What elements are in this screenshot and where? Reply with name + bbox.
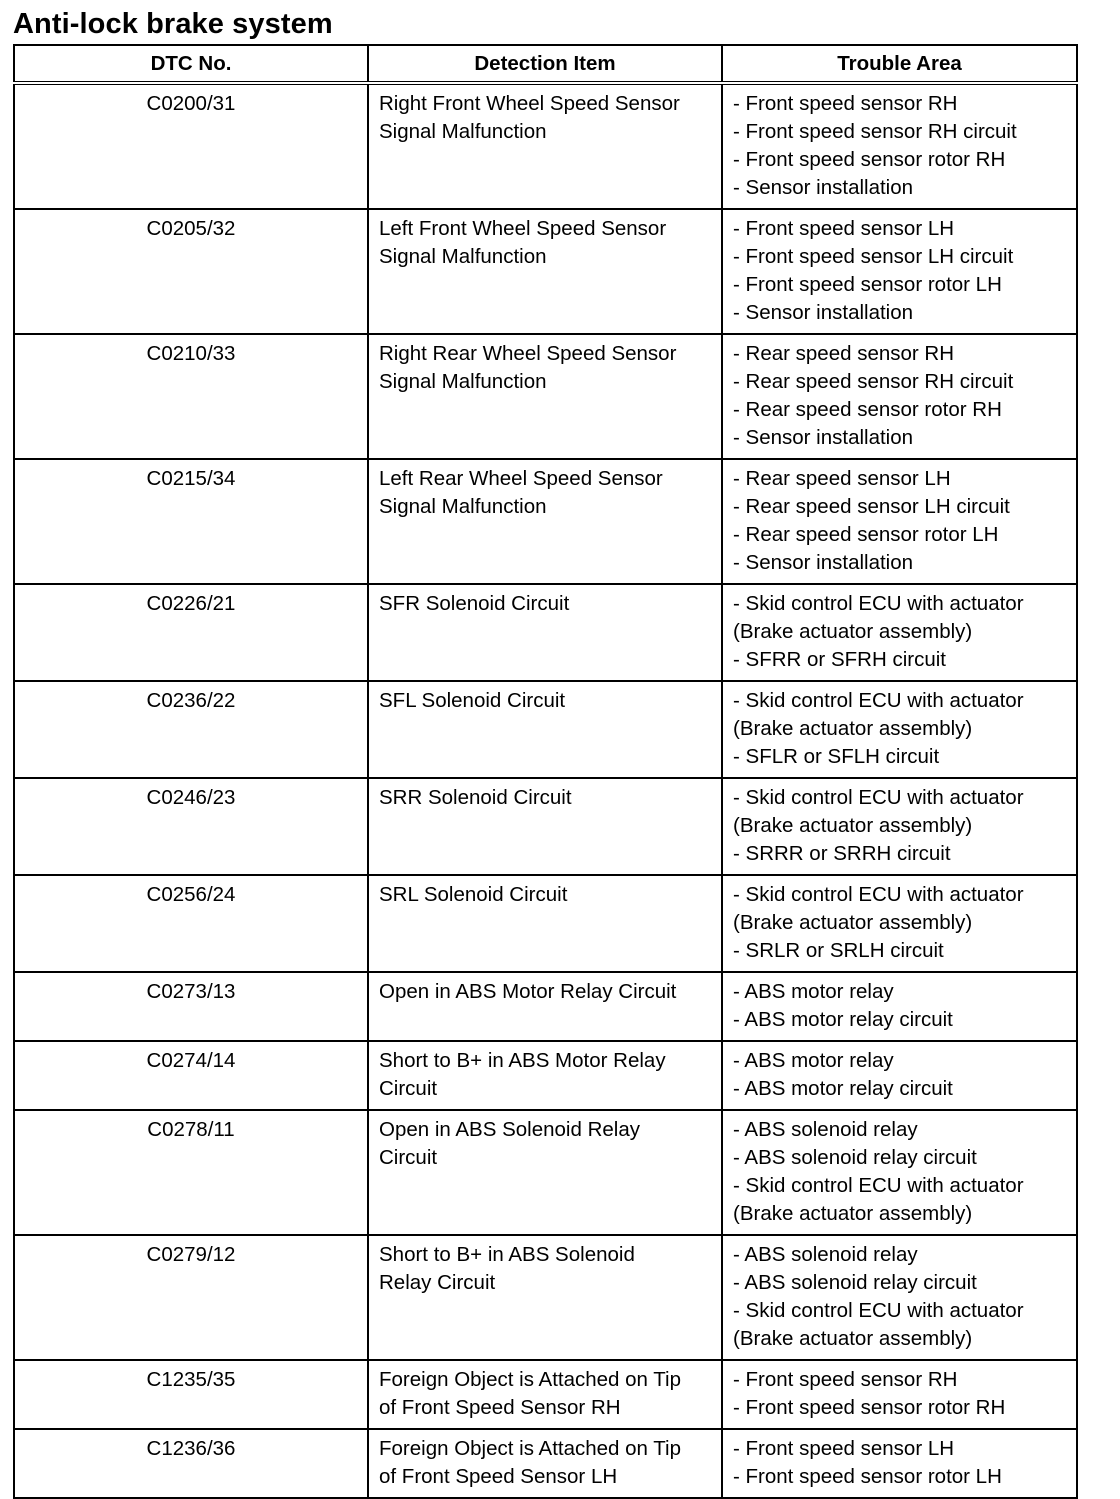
trouble-area-cell: [722, 1235, 1077, 1360]
cell-line: - SFRR or SFRH circuit: [733, 648, 946, 671]
dtc-code-cell: C0274/14: [14, 1041, 368, 1110]
dtc-code-cell: C0205/32: [14, 209, 368, 334]
detection-item-cell: [368, 209, 722, 334]
detection-item-cell: [368, 875, 722, 972]
detection-item-cell: [368, 459, 722, 584]
cell-line: - Sensor installation: [733, 301, 914, 324]
cell-line: - ABS solenoid relay circuit: [733, 1271, 977, 1294]
cell-line: Left Front Wheel Speed Sensor: [379, 217, 667, 240]
cell-line: Relay Circuit: [379, 1271, 496, 1294]
table-row: [14, 778, 1077, 875]
detection-item-cell: [368, 1235, 722, 1360]
cell-line: - Front speed sensor rotor LH: [733, 273, 1002, 296]
cell-line: - Skid control ECU with actuator: [733, 883, 1024, 906]
cell-line: - Rear speed sensor rotor RH: [733, 398, 1002, 421]
cell-line: SFR Solenoid Circuit: [379, 592, 570, 615]
detection-item-cell: [368, 972, 722, 1041]
table-row: [14, 1041, 1077, 1110]
cell-line: - Rear speed sensor LH circuit: [733, 495, 1010, 518]
trouble-area-cell: [722, 681, 1077, 778]
cell-line: Left Rear Wheel Speed Sensor: [379, 467, 663, 490]
detection-item-cell: [368, 83, 722, 209]
dtc-code-cell: C0200/31: [14, 83, 368, 209]
cell-line: - Front speed sensor rotor RH: [733, 1396, 1006, 1419]
cell-line: of Front Speed Sensor LH: [379, 1465, 618, 1488]
trouble-area-cell: [722, 875, 1077, 972]
table-row: [14, 1360, 1077, 1429]
cell-line: - Skid control ECU with actuator: [733, 1299, 1024, 1322]
cell-line: - Front speed sensor RH: [733, 92, 958, 115]
detection-item-cell: [368, 778, 722, 875]
dtc-code-cell: C0256/24: [14, 875, 368, 972]
cell-line: (Brake actuator assembly): [733, 814, 973, 837]
trouble-area-cell: [722, 1429, 1077, 1498]
cell-line: of Front Speed Sensor RH: [379, 1396, 621, 1419]
cell-line: - Front speed sensor RH: [733, 1368, 958, 1391]
cell-line: (Brake actuator assembly): [733, 911, 973, 934]
table-row: [14, 584, 1077, 681]
header-dtc-no: DTC No.: [14, 45, 368, 83]
cell-line: Signal Malfunction: [379, 245, 547, 268]
cell-line: - Sensor installation: [733, 426, 914, 449]
detection-item-cell: [368, 1429, 722, 1498]
detection-item-cell: [368, 1041, 722, 1110]
cell-line: - Rear speed sensor LH: [733, 467, 951, 490]
cell-line: Circuit: [379, 1077, 438, 1100]
trouble-area-cell: [722, 459, 1077, 584]
table-row: [14, 209, 1077, 334]
cell-line: - ABS motor relay circuit: [733, 1008, 953, 1031]
cell-line: - Front speed sensor LH: [733, 1437, 955, 1460]
cell-line: - Sensor installation: [733, 551, 914, 574]
table-row: [14, 1429, 1077, 1498]
table-row: [14, 972, 1077, 1041]
cell-line: Right Front Wheel Speed Sensor: [379, 92, 680, 115]
trouble-area-cell: [722, 778, 1077, 875]
header-detection-item: Detection Item: [368, 45, 722, 83]
dtc-code-cell: C0236/22: [14, 681, 368, 778]
cell-line: (Brake actuator assembly): [733, 717, 973, 740]
cell-line: (Brake actuator assembly): [733, 1327, 973, 1350]
cell-line: - SFLR or SFLH circuit: [733, 745, 940, 768]
cell-line: Short to B+ in ABS Solenoid: [379, 1243, 635, 1266]
trouble-area-cell: [722, 209, 1077, 334]
cell-line: - ABS motor relay circuit: [733, 1077, 953, 1100]
dtc-code-cell: C0215/34: [14, 459, 368, 584]
cell-line: - Rear speed sensor RH circuit: [733, 370, 1014, 393]
table-row: [14, 459, 1077, 584]
cell-line: Short to B+ in ABS Motor Relay: [379, 1049, 666, 1072]
cell-line: - ABS solenoid relay: [733, 1118, 918, 1141]
trouble-area-cell: [722, 83, 1077, 209]
dtc-code-cell: C1236/36: [14, 1429, 368, 1498]
cell-line: Right Rear Wheel Speed Sensor: [379, 342, 677, 365]
cell-line: Signal Malfunction: [379, 370, 547, 393]
detection-item-cell: [368, 584, 722, 681]
table-row: [14, 334, 1077, 459]
cell-line: SRL Solenoid Circuit: [379, 883, 568, 906]
cell-line: Signal Malfunction: [379, 120, 547, 143]
header-trouble-area: Trouble Area: [722, 45, 1077, 83]
cell-line: - Front speed sensor rotor RH: [733, 148, 1006, 171]
header-row: [14, 45, 1077, 83]
detection-item-cell: [368, 1360, 722, 1429]
cell-line: - ABS solenoid relay circuit: [733, 1146, 977, 1169]
cell-line: Signal Malfunction: [379, 495, 547, 518]
table-row: [14, 875, 1077, 972]
dtc-code-cell: C0278/11: [14, 1110, 368, 1235]
cell-line: SRR Solenoid Circuit: [379, 786, 572, 809]
cell-line: - Front speed sensor LH: [733, 217, 955, 240]
trouble-area-cell: [722, 1041, 1077, 1110]
dtc-code-cell: C1235/35: [14, 1360, 368, 1429]
cell-line: (Brake actuator assembly): [733, 620, 973, 643]
cell-line: - Front speed sensor rotor LH: [733, 1465, 1002, 1488]
table-row: [14, 1235, 1077, 1360]
cell-line: - Rear speed sensor RH: [733, 342, 955, 365]
dtc-code-cell: C0226/21: [14, 584, 368, 681]
dtc-code-cell: C0279/12: [14, 1235, 368, 1360]
cell-line: Foreign Object is Attached on Tip: [379, 1437, 681, 1460]
cell-line: Open in ABS Solenoid Relay: [379, 1118, 640, 1141]
cell-line: - Skid control ECU with actuator: [733, 786, 1024, 809]
cell-line: - Rear speed sensor rotor LH: [733, 523, 999, 546]
page-title: Anti-lock brake system: [13, 8, 333, 40]
cell-line: Foreign Object is Attached on Tip: [379, 1368, 681, 1391]
dtc-code-cell: C0273/13: [14, 972, 368, 1041]
dtc-code-cell: C0210/33: [14, 334, 368, 459]
cell-line: - Front speed sensor RH circuit: [733, 120, 1017, 143]
detection-item-cell: [368, 334, 722, 459]
cell-line: - ABS motor relay: [733, 980, 894, 1003]
table-row: [14, 83, 1077, 209]
table-row: [14, 681, 1077, 778]
cell-line: - Sensor installation: [733, 176, 914, 199]
trouble-area-cell: [722, 1360, 1077, 1429]
trouble-area-cell: [722, 584, 1077, 681]
cell-line: - ABS motor relay: [733, 1049, 894, 1072]
trouble-area-cell: [722, 972, 1077, 1041]
cell-line: - Skid control ECU with actuator: [733, 1174, 1024, 1197]
cell-line: - SRRR or SRRH circuit: [733, 842, 951, 865]
cell-line: - Skid control ECU with actuator: [733, 689, 1024, 712]
dtc-code-cell: C0246/23: [14, 778, 368, 875]
table-row: [14, 1110, 1077, 1235]
cell-line: - ABS solenoid relay: [733, 1243, 918, 1266]
detection-item-cell: [368, 681, 722, 778]
table-body: [14, 83, 1077, 1498]
trouble-area-cell: [722, 334, 1077, 459]
dtc-table: [13, 44, 1078, 1499]
cell-line: (Brake actuator assembly): [733, 1202, 973, 1225]
cell-line: Circuit: [379, 1146, 438, 1169]
trouble-area-cell: [722, 1110, 1077, 1235]
cell-line: - Front speed sensor LH circuit: [733, 245, 1014, 268]
table-header: [14, 45, 1077, 83]
cell-line: - SRLR or SRLH circuit: [733, 939, 944, 962]
cell-line: Open in ABS Motor Relay Circuit: [379, 980, 677, 1003]
cell-line: - Skid control ECU with actuator: [733, 592, 1024, 615]
detection-item-cell: [368, 1110, 722, 1235]
cell-line: SFL Solenoid Circuit: [379, 689, 566, 712]
